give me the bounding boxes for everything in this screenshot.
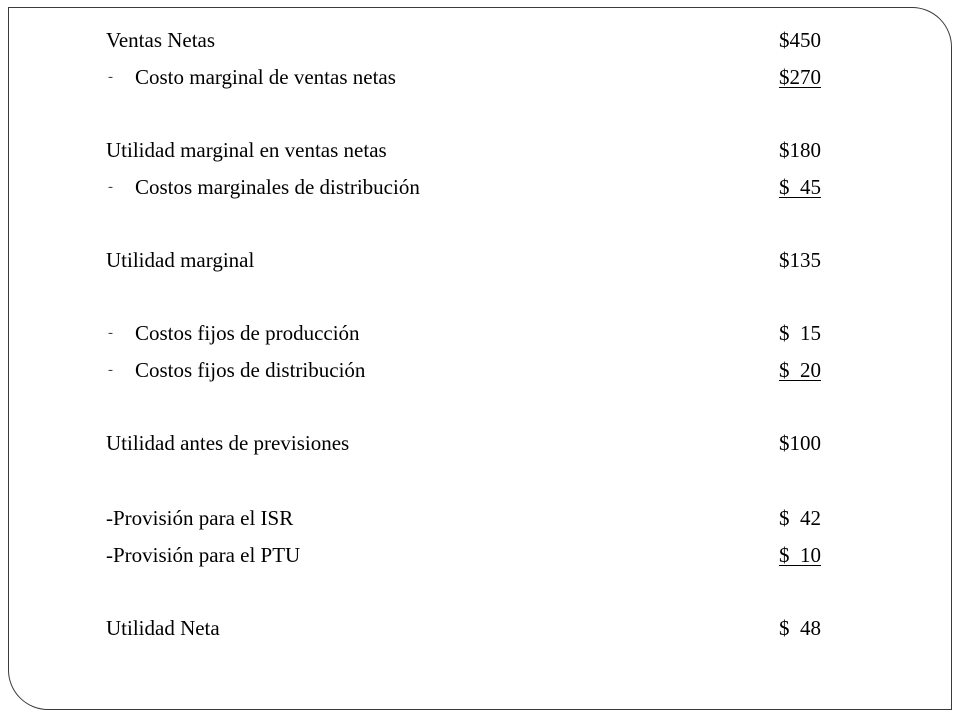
dash-bullet: -: [108, 325, 113, 341]
row-label: Costos marginales de distribución: [135, 175, 420, 199]
row-amount: $ 48: [779, 616, 821, 640]
row-label: Utilidad antes de previsiones: [106, 431, 350, 455]
row-amount: $ 45: [779, 175, 821, 199]
row-costos-marginales-distribucion: [0, 172, 960, 202]
row-ventas-netas: [0, 25, 960, 55]
row-label: Utilidad marginal: [106, 248, 255, 272]
row-utilidad-marginal-ventas: [0, 135, 960, 165]
row-costos-fijos-produccion: [0, 318, 960, 348]
row-amount: $100: [779, 431, 821, 455]
row-label: Costo marginal de ventas netas: [135, 65, 396, 89]
dash-bullet: -: [108, 179, 113, 195]
row-costos-fijos-distribucion: [0, 355, 960, 385]
row-label: -Provisión para el PTU: [106, 543, 301, 567]
row-label: Costos fijos de producción: [135, 321, 360, 345]
row-amount: $270: [779, 65, 821, 89]
row-label: Ventas Netas: [106, 28, 216, 52]
dash-bullet: -: [108, 69, 113, 85]
row-amount: $180: [779, 138, 821, 162]
row-costo-marginal-ventas: [0, 62, 960, 92]
row-provision-ptu: [0, 540, 960, 570]
row-label: Costos fijos de distribución: [135, 358, 366, 382]
row-label: -Provisión para el ISR: [106, 506, 294, 530]
row-amount: $ 42: [779, 506, 821, 530]
row-label: Utilidad marginal en ventas netas: [106, 138, 387, 162]
row-provision-isr: [0, 503, 960, 533]
row-amount: $ 15: [779, 321, 821, 345]
row-amount: $ 10: [779, 543, 821, 567]
row-utilidad-antes-previsiones: [0, 428, 960, 458]
row-utilidad-neta: [0, 613, 960, 643]
row-amount: $ 20: [779, 358, 821, 382]
row-amount: $450: [779, 28, 821, 52]
dash-bullet: -: [108, 362, 113, 378]
row-utilidad-marginal: [0, 245, 960, 275]
row-amount: $135: [779, 248, 821, 272]
row-label: Utilidad Neta: [106, 616, 220, 640]
